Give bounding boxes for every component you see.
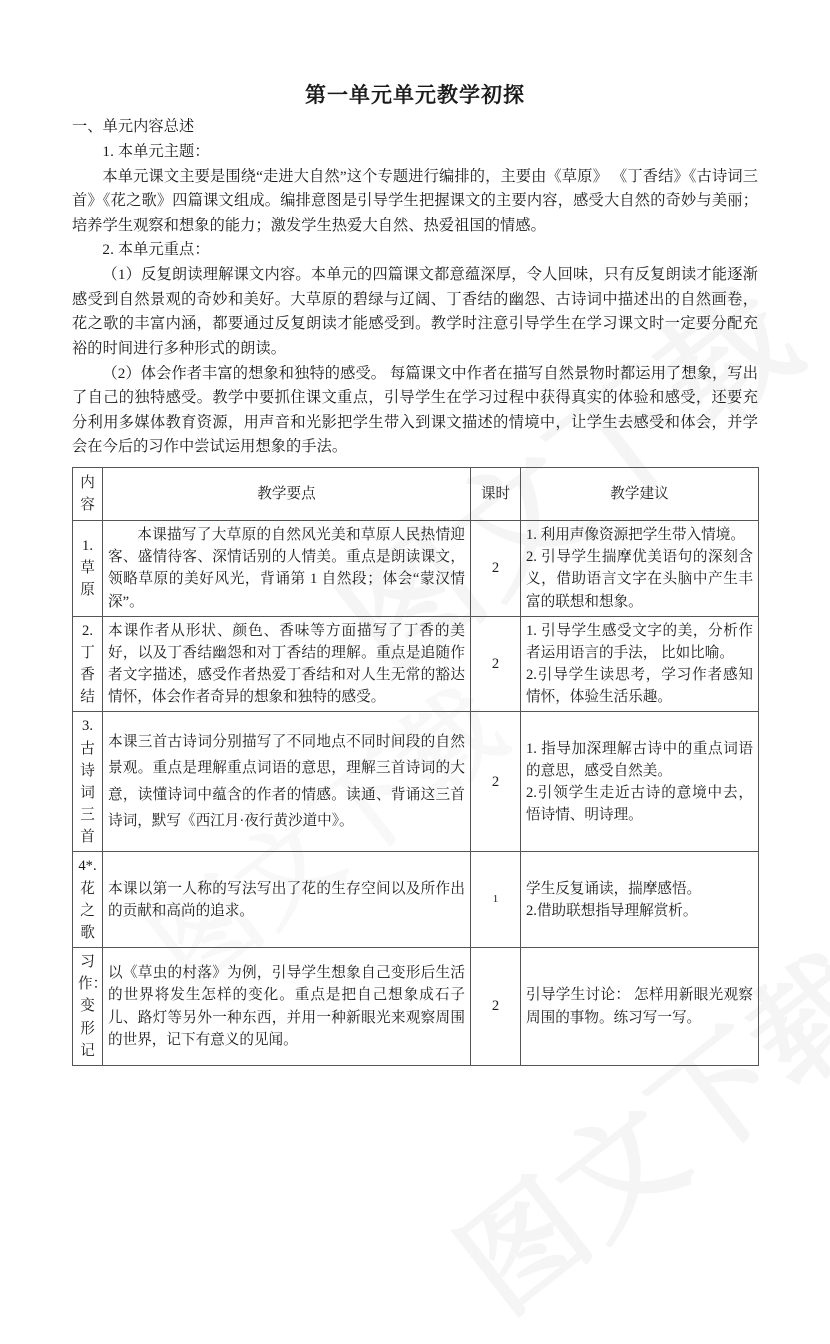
row-content-label: 1.草原: [73, 521, 103, 617]
row-class-hours: 2: [471, 616, 521, 712]
row-advice-item: 2.借助联想指导理解赏析。: [526, 902, 698, 919]
key-point-1: （1）反复朗读理解课文内容。本单元的四篇课文都意蕴深厚，令人回味，只有反复朗读才能逐渐感受到自然景观的奇妙和美好。大草原的碧绿与辽阔、丁香结的幽怨、古诗词中描述出的自然画卷，花之歌的丰富内涵，都要通过反复朗读才能感受到。教学时注意引导学生在学习课文时一定要分配充裕的时间进行多种形式的朗读。: [72, 266, 758, 357]
table-row: [73, 521, 759, 617]
row-advice-item: 2.引领学生走近古诗的意境中去，悟诗情、明诗理。: [526, 784, 753, 824]
row-content-label: 2.丁香结: [73, 616, 103, 712]
row-content-label: 4*.花之歌: [73, 852, 103, 948]
unit-plan-table: [72, 467, 759, 1066]
row-teaching-points: 本课描写了大草原的自然风光美和草原人民热情迎客、盛情待客、深情话别的人情美。重点是朗读课文，领略草原的美好风光，背诵第 1 自然段；体会“蒙汉情深”。: [108, 527, 465, 610]
key-point-2: （2）体会作者丰富的想象和独特的感受。 每篇课文中作者在描写自然景物时都运用了想象，写出了自己的独特感受。教学中要抓住课文重点，引导学生在学习过程中获得真实的体验和感受，还要充分利用多媒体教育资源，用声音和光影把学生带入到课文描述的情境中，让学生去感受和体会，并学会在今后的习作中尝试运用想象的手法。: [72, 364, 758, 456]
table-row: [73, 852, 759, 948]
row-advice-item: 1. 指导加深理解古诗中的重点词语的意思，感受自然美。: [526, 740, 753, 779]
row-teaching-points: 以《草虫的村落》为例，引导学生想象自己变形后生活的世界将发生怎样的变化。重点是把自己想象成石子儿、路灯等另外一种东西，并用一种新眼光来观察周围的世界，记下有意义的见闻。: [108, 965, 465, 1048]
row-teaching-points: 本课作者从形状、颜色、香味等方面描写了丁香的美好，以及丁香结幽怨和对丁香结的理解。重点是追随作者文字描述，感受作者热爱丁香结和对人生无常的豁达情怀，体会作者奇异的想象和独特的感受。: [108, 622, 465, 706]
column-header-points: 教学要点: [103, 468, 471, 521]
row-advice-item: 2. 引导学生揣摩优美语句的深刻含义，借助语言文字在头脑中产生丰富的联想和想象。: [526, 549, 753, 610]
row-class-hours: 2: [471, 948, 521, 1066]
row-advice-item: 学生反复诵读，揣摩感悟。: [526, 880, 702, 897]
row-advice-item: 1. 利用声像资源把学生带入情境。: [526, 527, 745, 544]
table-row: [73, 712, 759, 852]
table-header-row: [73, 468, 759, 521]
column-header-advice: 教学建议: [521, 468, 759, 521]
subsection-title-1: 1. 本单元主题：: [102, 142, 210, 160]
row-teaching-points: 本课以第一人称的写法写出了花的生存空间以及所作出的贡献和高尚的追求。: [108, 880, 465, 919]
table-row: [73, 616, 759, 712]
table-row: [73, 948, 759, 1066]
row-class-hours: 1: [471, 852, 521, 948]
row-content-label: 习作：变形记: [73, 948, 103, 1066]
section-heading-1: 一、单元内容总述: [72, 118, 195, 136]
document-body: [0, 115, 830, 1066]
row-advice-item: 引导学生讨论： 怎样用新眼光观察周围的事物。练习写一写。: [526, 987, 753, 1026]
column-header-content: 内容: [73, 468, 103, 521]
page-title: 第一单元单元教学初探: [305, 83, 525, 107]
row-class-hours: 2: [471, 521, 521, 617]
row-class-hours: 2: [471, 712, 521, 852]
subsection-title-2: 2. 本单元重点：: [102, 241, 210, 259]
row-advice-item: 1. 引导学生感受文字的美，分析作者运用语言的手法， 比如比喻。: [526, 622, 753, 661]
row-advice-item: 2.引导学生读思考，学习作者感知情怀，体验生活乐趣。: [526, 667, 753, 706]
row-content-label: 3.古诗词三首: [73, 712, 103, 852]
column-header-hours: 课时: [471, 468, 521, 521]
row-teaching-points: 本课三首古诗词分别描写了不同地点不同时间段的自然景观。重点是理解重点词语的意思，理解三首诗词的大意，读懂诗词中蕴含的作者的情感。读通、背诵这三首诗词，默写《西江月·夜行黄沙道中》。: [108, 733, 465, 830]
subsection-body-1: 本单元课文主要是围绕“走进大自然”这个专题进行编排的，主要由《草原》 《丁香结》《古诗词三首》《花之歌》四篇课文组成。编排意图是引导学生把握课文的主要内容，感受大自然的奇妙与美丽；培养学生观察和想象的能力；激发学生热爱大自然、热爱祖国的情感。: [72, 167, 758, 234]
